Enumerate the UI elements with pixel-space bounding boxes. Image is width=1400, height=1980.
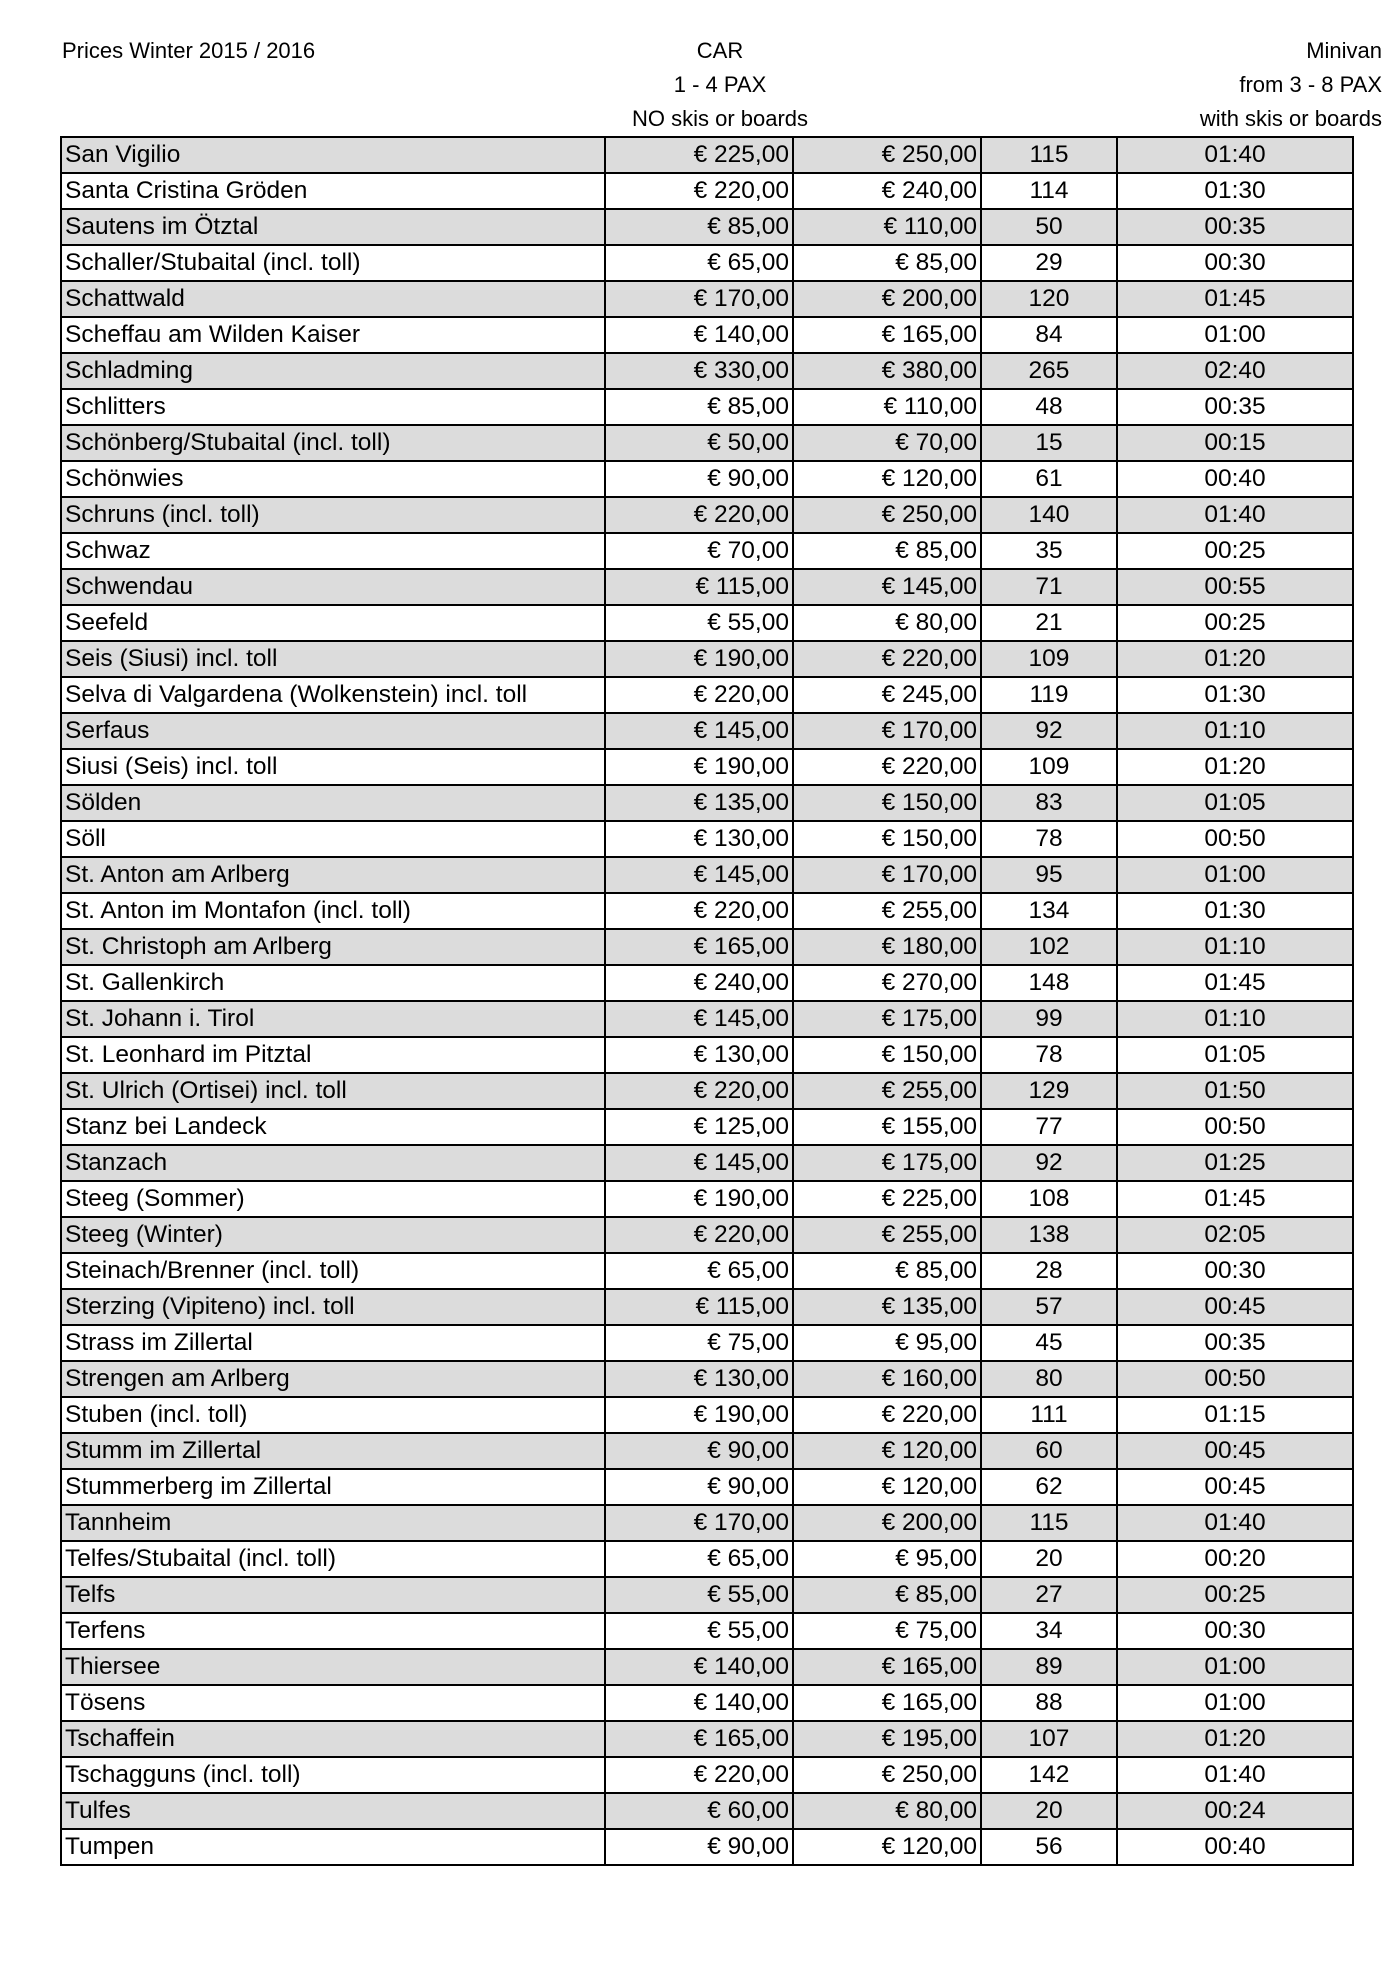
car-price-cell: € 240,00 bbox=[605, 965, 793, 1001]
distance-cell: 111 bbox=[981, 1397, 1117, 1433]
car-heading-line: 1 - 4 PAX bbox=[673, 72, 767, 97]
minivan-column-heading bbox=[1082, 34, 1382, 136]
table-row bbox=[61, 1433, 1353, 1469]
distance-cell: 62 bbox=[981, 1469, 1117, 1505]
travel-time-cell: 01:00 bbox=[1117, 1649, 1353, 1685]
distance-cell: 20 bbox=[981, 1541, 1117, 1577]
destination-cell: Schladming bbox=[61, 353, 605, 389]
car-price-cell: € 190,00 bbox=[605, 1397, 793, 1433]
minivan-price-cell: € 80,00 bbox=[793, 605, 981, 641]
distance-cell: 148 bbox=[981, 965, 1117, 1001]
table-row bbox=[61, 245, 1353, 281]
car-price-cell: € 85,00 bbox=[605, 209, 793, 245]
table-row bbox=[61, 677, 1353, 713]
table-row bbox=[61, 569, 1353, 605]
minivan-price-cell: € 195,00 bbox=[793, 1721, 981, 1757]
destination-cell: Strengen am Arlberg bbox=[61, 1361, 605, 1397]
travel-time-cell: 02:05 bbox=[1117, 1217, 1353, 1253]
car-price-cell: € 330,00 bbox=[605, 353, 793, 389]
minivan-price-cell: € 250,00 bbox=[793, 497, 981, 533]
table-row bbox=[61, 1253, 1353, 1289]
destination-cell: Santa Cristina Gröden bbox=[61, 173, 605, 209]
destination-cell: Seis (Siusi) incl. toll bbox=[61, 641, 605, 677]
car-price-cell: € 220,00 bbox=[605, 677, 793, 713]
travel-time-cell: 00:25 bbox=[1117, 605, 1353, 641]
table-row bbox=[61, 1001, 1353, 1037]
table-row bbox=[61, 137, 1353, 173]
car-price-cell: € 220,00 bbox=[605, 893, 793, 929]
destination-cell: Steeg (Sommer) bbox=[61, 1181, 605, 1217]
distance-cell: 78 bbox=[981, 1037, 1117, 1073]
distance-cell: 134 bbox=[981, 893, 1117, 929]
destination-cell: Telfes/Stubaital (incl. toll) bbox=[61, 1541, 605, 1577]
minivan-price-cell: € 245,00 bbox=[793, 677, 981, 713]
destination-cell: Sterzing (Vipiteno) incl. toll bbox=[61, 1289, 605, 1325]
minivan-price-cell: € 165,00 bbox=[793, 1685, 981, 1721]
distance-cell: 80 bbox=[981, 1361, 1117, 1397]
car-price-cell: € 145,00 bbox=[605, 857, 793, 893]
distance-cell: 57 bbox=[981, 1289, 1117, 1325]
car-price-cell: € 90,00 bbox=[605, 1433, 793, 1469]
car-price-cell: € 220,00 bbox=[605, 1757, 793, 1793]
minivan-price-cell: € 180,00 bbox=[793, 929, 981, 965]
distance-cell: 115 bbox=[981, 1505, 1117, 1541]
distance-cell: 129 bbox=[981, 1073, 1117, 1109]
table-row bbox=[61, 605, 1353, 641]
travel-time-cell: 00:35 bbox=[1117, 389, 1353, 425]
destination-cell: Söll bbox=[61, 821, 605, 857]
distance-cell: 88 bbox=[981, 1685, 1117, 1721]
destination-cell: Sautens im Ötztal bbox=[61, 209, 605, 245]
destination-cell: Stanzach bbox=[61, 1145, 605, 1181]
distance-cell: 29 bbox=[981, 245, 1117, 281]
travel-time-cell: 01:20 bbox=[1117, 749, 1353, 785]
minivan-price-cell: € 220,00 bbox=[793, 749, 981, 785]
travel-time-cell: 01:05 bbox=[1117, 785, 1353, 821]
table-row bbox=[61, 1073, 1353, 1109]
table-row bbox=[61, 1721, 1353, 1757]
table-row bbox=[61, 1109, 1353, 1145]
destination-cell: Terfens bbox=[61, 1613, 605, 1649]
car-price-cell: € 65,00 bbox=[605, 1541, 793, 1577]
table-row bbox=[61, 857, 1353, 893]
minivan-price-cell: € 220,00 bbox=[793, 1397, 981, 1433]
car-price-cell: € 220,00 bbox=[605, 497, 793, 533]
table-row bbox=[61, 1541, 1353, 1577]
car-price-cell: € 55,00 bbox=[605, 1613, 793, 1649]
car-price-cell: € 75,00 bbox=[605, 1325, 793, 1361]
minivan-heading-line: with skis or boards bbox=[1199, 106, 1382, 131]
table-row bbox=[61, 1145, 1353, 1181]
travel-time-cell: 00:15 bbox=[1117, 425, 1353, 461]
destination-cell: Strass im Zillertal bbox=[61, 1325, 605, 1361]
minivan-price-cell: € 85,00 bbox=[793, 533, 981, 569]
distance-cell: 28 bbox=[981, 1253, 1117, 1289]
minivan-price-cell: € 165,00 bbox=[793, 1649, 981, 1685]
destination-cell: Thiersee bbox=[61, 1649, 605, 1685]
travel-time-cell: 00:50 bbox=[1117, 1109, 1353, 1145]
car-price-cell: € 225,00 bbox=[605, 137, 793, 173]
table-row bbox=[61, 1217, 1353, 1253]
travel-time-cell: 00:55 bbox=[1117, 569, 1353, 605]
destination-cell: Schönwies bbox=[61, 461, 605, 497]
distance-cell: 89 bbox=[981, 1649, 1117, 1685]
travel-time-cell: 01:40 bbox=[1117, 1757, 1353, 1793]
destination-cell: St. Anton am Arlberg bbox=[61, 857, 605, 893]
distance-cell: 119 bbox=[981, 677, 1117, 713]
minivan-price-cell: € 150,00 bbox=[793, 785, 981, 821]
destination-cell: Tösens bbox=[61, 1685, 605, 1721]
minivan-price-cell: € 225,00 bbox=[793, 1181, 981, 1217]
table-row bbox=[61, 749, 1353, 785]
table-row bbox=[61, 1037, 1353, 1073]
travel-time-cell: 01:10 bbox=[1117, 1001, 1353, 1037]
minivan-price-cell: € 170,00 bbox=[793, 713, 981, 749]
destination-cell: Schwaz bbox=[61, 533, 605, 569]
car-price-cell: € 140,00 bbox=[605, 317, 793, 353]
minivan-price-cell: € 255,00 bbox=[793, 1073, 981, 1109]
car-price-cell: € 55,00 bbox=[605, 605, 793, 641]
car-column-heading bbox=[600, 34, 840, 136]
table-row bbox=[61, 1325, 1353, 1361]
car-price-cell: € 145,00 bbox=[605, 1145, 793, 1181]
travel-time-cell: 00:20 bbox=[1117, 1541, 1353, 1577]
travel-time-cell: 01:25 bbox=[1117, 1145, 1353, 1181]
travel-time-cell: 01:30 bbox=[1117, 677, 1353, 713]
destination-cell: Sölden bbox=[61, 785, 605, 821]
table-row bbox=[61, 785, 1353, 821]
minivan-price-cell: € 255,00 bbox=[793, 893, 981, 929]
travel-time-cell: 00:50 bbox=[1117, 821, 1353, 857]
distance-cell: 35 bbox=[981, 533, 1117, 569]
car-price-cell: € 115,00 bbox=[605, 1289, 793, 1325]
distance-cell: 84 bbox=[981, 317, 1117, 353]
travel-time-cell: 00:25 bbox=[1117, 533, 1353, 569]
destination-cell: Schaller/Stubaital (incl. toll) bbox=[61, 245, 605, 281]
distance-cell: 20 bbox=[981, 1793, 1117, 1829]
destination-cell: St. Leonhard im Pitztal bbox=[61, 1037, 605, 1073]
car-price-cell: € 220,00 bbox=[605, 1073, 793, 1109]
car-price-cell: € 190,00 bbox=[605, 749, 793, 785]
minivan-price-cell: € 70,00 bbox=[793, 425, 981, 461]
travel-time-cell: 01:10 bbox=[1117, 713, 1353, 749]
destination-cell: Tulfes bbox=[61, 1793, 605, 1829]
table-row bbox=[61, 1469, 1353, 1505]
travel-time-cell: 01:15 bbox=[1117, 1397, 1353, 1433]
travel-time-cell: 00:45 bbox=[1117, 1469, 1353, 1505]
destination-cell: Seefeld bbox=[61, 605, 605, 641]
minivan-price-cell: € 120,00 bbox=[793, 1433, 981, 1469]
minivan-price-cell: € 145,00 bbox=[793, 569, 981, 605]
destination-cell: St. Gallenkirch bbox=[61, 965, 605, 1001]
car-price-cell: € 170,00 bbox=[605, 281, 793, 317]
minivan-price-cell: € 110,00 bbox=[793, 209, 981, 245]
distance-cell: 138 bbox=[981, 1217, 1117, 1253]
distance-cell: 21 bbox=[981, 605, 1117, 641]
destination-cell: St. Anton im Montafon (incl. toll) bbox=[61, 893, 605, 929]
travel-time-cell: 01:00 bbox=[1117, 317, 1353, 353]
destination-cell: Steeg (Winter) bbox=[61, 1217, 605, 1253]
travel-time-cell: 01:45 bbox=[1117, 1181, 1353, 1217]
distance-cell: 107 bbox=[981, 1721, 1117, 1757]
distance-cell: 34 bbox=[981, 1613, 1117, 1649]
minivan-price-cell: € 200,00 bbox=[793, 1505, 981, 1541]
table-row bbox=[61, 713, 1353, 749]
travel-time-cell: 00:24 bbox=[1117, 1793, 1353, 1829]
travel-time-cell: 00:35 bbox=[1117, 1325, 1353, 1361]
minivan-price-cell: € 160,00 bbox=[793, 1361, 981, 1397]
destination-cell: Tannheim bbox=[61, 1505, 605, 1541]
table-row bbox=[61, 965, 1353, 1001]
car-price-cell: € 90,00 bbox=[605, 1829, 793, 1865]
distance-cell: 83 bbox=[981, 785, 1117, 821]
price-table bbox=[60, 136, 1354, 1866]
car-price-cell: € 145,00 bbox=[605, 713, 793, 749]
distance-cell: 78 bbox=[981, 821, 1117, 857]
destination-cell: Serfaus bbox=[61, 713, 605, 749]
table-row bbox=[61, 1577, 1353, 1613]
table-row bbox=[61, 533, 1353, 569]
destination-cell: Schlitters bbox=[61, 389, 605, 425]
travel-time-cell: 00:35 bbox=[1117, 209, 1353, 245]
table-row bbox=[61, 1649, 1353, 1685]
travel-time-cell: 01:40 bbox=[1117, 137, 1353, 173]
travel-time-cell: 00:25 bbox=[1117, 1577, 1353, 1613]
travel-time-cell: 00:30 bbox=[1117, 1613, 1353, 1649]
distance-cell: 48 bbox=[981, 389, 1117, 425]
minivan-price-cell: € 95,00 bbox=[793, 1541, 981, 1577]
minivan-heading-line: Minivan bbox=[1306, 38, 1382, 63]
table-row bbox=[61, 1757, 1353, 1793]
distance-cell: 265 bbox=[981, 353, 1117, 389]
table-row bbox=[61, 317, 1353, 353]
car-price-cell: € 130,00 bbox=[605, 1037, 793, 1073]
table-row bbox=[61, 929, 1353, 965]
minivan-price-cell: € 200,00 bbox=[793, 281, 981, 317]
destination-cell: Schwendau bbox=[61, 569, 605, 605]
minivan-price-cell: € 240,00 bbox=[793, 173, 981, 209]
travel-time-cell: 01:30 bbox=[1117, 173, 1353, 209]
table-row bbox=[61, 1181, 1353, 1217]
price-list-title: Prices Winter 2015 / 2016 bbox=[62, 38, 316, 63]
table-row bbox=[61, 1397, 1353, 1433]
car-price-cell: € 55,00 bbox=[605, 1577, 793, 1613]
distance-cell: 109 bbox=[981, 749, 1117, 785]
distance-cell: 15 bbox=[981, 425, 1117, 461]
car-price-cell: € 50,00 bbox=[605, 425, 793, 461]
travel-time-cell: 00:30 bbox=[1117, 245, 1353, 281]
destination-cell: San Vigilio bbox=[61, 137, 605, 173]
minivan-price-cell: € 175,00 bbox=[793, 1001, 981, 1037]
travel-time-cell: 01:20 bbox=[1117, 1721, 1353, 1757]
distance-cell: 50 bbox=[981, 209, 1117, 245]
travel-time-cell: 01:05 bbox=[1117, 1037, 1353, 1073]
minivan-heading-line: from 3 - 8 PAX bbox=[1239, 72, 1382, 97]
destination-cell: St. Johann i. Tirol bbox=[61, 1001, 605, 1037]
table-row bbox=[61, 821, 1353, 857]
minivan-price-cell: € 120,00 bbox=[793, 461, 981, 497]
minivan-price-cell: € 80,00 bbox=[793, 1793, 981, 1829]
travel-time-cell: 00:40 bbox=[1117, 461, 1353, 497]
distance-cell: 120 bbox=[981, 281, 1117, 317]
car-price-cell: € 130,00 bbox=[605, 821, 793, 857]
table-row bbox=[61, 281, 1353, 317]
car-price-cell: € 145,00 bbox=[605, 1001, 793, 1037]
car-price-cell: € 135,00 bbox=[605, 785, 793, 821]
car-price-cell: € 65,00 bbox=[605, 1253, 793, 1289]
destination-cell: Tschaffein bbox=[61, 1721, 605, 1757]
table-row bbox=[61, 1289, 1353, 1325]
minivan-price-cell: € 250,00 bbox=[793, 1757, 981, 1793]
destination-cell: Stuben (incl. toll) bbox=[61, 1397, 605, 1433]
distance-cell: 77 bbox=[981, 1109, 1117, 1145]
minivan-price-cell: € 165,00 bbox=[793, 317, 981, 353]
distance-cell: 140 bbox=[981, 497, 1117, 533]
distance-cell: 142 bbox=[981, 1757, 1117, 1793]
distance-cell: 109 bbox=[981, 641, 1117, 677]
car-price-cell: € 190,00 bbox=[605, 1181, 793, 1217]
table-row bbox=[61, 461, 1353, 497]
distance-cell: 92 bbox=[981, 713, 1117, 749]
distance-cell: 108 bbox=[981, 1181, 1117, 1217]
car-price-cell: € 165,00 bbox=[605, 1721, 793, 1757]
distance-cell: 71 bbox=[981, 569, 1117, 605]
destination-cell: Siusi (Seis) incl. toll bbox=[61, 749, 605, 785]
destination-cell: Tschagguns (incl. toll) bbox=[61, 1757, 605, 1793]
destination-cell: Schruns (incl. toll) bbox=[61, 497, 605, 533]
table-row bbox=[61, 641, 1353, 677]
travel-time-cell: 01:40 bbox=[1117, 497, 1353, 533]
car-price-cell: € 125,00 bbox=[605, 1109, 793, 1145]
destination-cell: Schattwald bbox=[61, 281, 605, 317]
minivan-price-cell: € 170,00 bbox=[793, 857, 981, 893]
minivan-price-cell: € 255,00 bbox=[793, 1217, 981, 1253]
table-row bbox=[61, 1361, 1353, 1397]
minivan-price-cell: € 270,00 bbox=[793, 965, 981, 1001]
travel-time-cell: 00:45 bbox=[1117, 1289, 1353, 1325]
destination-cell: Stummerberg im Zillertal bbox=[61, 1469, 605, 1505]
table-row bbox=[61, 1829, 1353, 1865]
destination-cell: Selva di Valgardena (Wolkenstein) incl. toll bbox=[61, 677, 605, 713]
car-price-cell: € 85,00 bbox=[605, 389, 793, 425]
car-price-cell: € 140,00 bbox=[605, 1685, 793, 1721]
car-price-cell: € 130,00 bbox=[605, 1361, 793, 1397]
travel-time-cell: 01:40 bbox=[1117, 1505, 1353, 1541]
destination-cell: Tumpen bbox=[61, 1829, 605, 1865]
destination-cell: Stanz bei Landeck bbox=[61, 1109, 605, 1145]
minivan-price-cell: € 95,00 bbox=[793, 1325, 981, 1361]
car-price-cell: € 220,00 bbox=[605, 1217, 793, 1253]
table-row bbox=[61, 425, 1353, 461]
distance-cell: 99 bbox=[981, 1001, 1117, 1037]
distance-cell: 92 bbox=[981, 1145, 1117, 1181]
travel-time-cell: 01:45 bbox=[1117, 965, 1353, 1001]
table-row bbox=[61, 1505, 1353, 1541]
car-price-cell: € 140,00 bbox=[605, 1649, 793, 1685]
minivan-price-cell: € 150,00 bbox=[793, 1037, 981, 1073]
car-price-cell: € 190,00 bbox=[605, 641, 793, 677]
destination-cell: St. Ulrich (Ortisei) incl. toll bbox=[61, 1073, 605, 1109]
price-table-body bbox=[61, 137, 1353, 1865]
travel-time-cell: 00:40 bbox=[1117, 1829, 1353, 1865]
minivan-price-cell: € 220,00 bbox=[793, 641, 981, 677]
travel-time-cell: 01:45 bbox=[1117, 281, 1353, 317]
destination-cell: Steinach/Brenner (incl. toll) bbox=[61, 1253, 605, 1289]
minivan-price-cell: € 135,00 bbox=[793, 1289, 981, 1325]
table-row bbox=[61, 497, 1353, 533]
distance-cell: 102 bbox=[981, 929, 1117, 965]
car-price-cell: € 165,00 bbox=[605, 929, 793, 965]
minivan-price-cell: € 150,00 bbox=[793, 821, 981, 857]
car-price-cell: € 65,00 bbox=[605, 245, 793, 281]
car-price-cell: € 90,00 bbox=[605, 461, 793, 497]
minivan-price-cell: € 250,00 bbox=[793, 137, 981, 173]
table-row bbox=[61, 389, 1353, 425]
travel-time-cell: 01:20 bbox=[1117, 641, 1353, 677]
car-price-cell: € 90,00 bbox=[605, 1469, 793, 1505]
distance-cell: 61 bbox=[981, 461, 1117, 497]
distance-cell: 27 bbox=[981, 1577, 1117, 1613]
car-price-cell: € 220,00 bbox=[605, 173, 793, 209]
distance-cell: 56 bbox=[981, 1829, 1117, 1865]
minivan-price-cell: € 175,00 bbox=[793, 1145, 981, 1181]
destination-cell: Stumm im Zillertal bbox=[61, 1433, 605, 1469]
table-row bbox=[61, 1685, 1353, 1721]
minivan-price-cell: € 85,00 bbox=[793, 245, 981, 281]
destination-cell: St. Christoph am Arlberg bbox=[61, 929, 605, 965]
distance-cell: 60 bbox=[981, 1433, 1117, 1469]
table-row bbox=[61, 209, 1353, 245]
travel-time-cell: 02:40 bbox=[1117, 353, 1353, 389]
minivan-price-cell: € 155,00 bbox=[793, 1109, 981, 1145]
travel-time-cell: 01:30 bbox=[1117, 893, 1353, 929]
travel-time-cell: 01:00 bbox=[1117, 857, 1353, 893]
table-row bbox=[61, 353, 1353, 389]
minivan-price-cell: € 85,00 bbox=[793, 1577, 981, 1613]
car-price-cell: € 115,00 bbox=[605, 569, 793, 605]
minivan-price-cell: € 110,00 bbox=[793, 389, 981, 425]
travel-time-cell: 00:30 bbox=[1117, 1253, 1353, 1289]
table-row bbox=[61, 1793, 1353, 1829]
car-price-cell: € 60,00 bbox=[605, 1793, 793, 1829]
distance-cell: 45 bbox=[981, 1325, 1117, 1361]
distance-cell: 114 bbox=[981, 173, 1117, 209]
destination-cell: Scheffau am Wilden Kaiser bbox=[61, 317, 605, 353]
travel-time-cell: 01:00 bbox=[1117, 1685, 1353, 1721]
distance-cell: 95 bbox=[981, 857, 1117, 893]
car-heading-line: NO skis or boards bbox=[631, 106, 809, 131]
minivan-price-cell: € 380,00 bbox=[793, 353, 981, 389]
car-heading-line: CAR bbox=[696, 38, 744, 63]
destination-cell: Schönberg/Stubaital (incl. toll) bbox=[61, 425, 605, 461]
travel-time-cell: 01:50 bbox=[1117, 1073, 1353, 1109]
table-row bbox=[61, 1613, 1353, 1649]
distance-cell: 115 bbox=[981, 137, 1117, 173]
table-row bbox=[61, 893, 1353, 929]
car-price-cell: € 70,00 bbox=[605, 533, 793, 569]
travel-time-cell: 00:50 bbox=[1117, 1361, 1353, 1397]
table-row bbox=[61, 173, 1353, 209]
minivan-price-cell: € 75,00 bbox=[793, 1613, 981, 1649]
minivan-price-cell: € 85,00 bbox=[793, 1253, 981, 1289]
travel-time-cell: 01:10 bbox=[1117, 929, 1353, 965]
minivan-price-cell: € 120,00 bbox=[793, 1469, 981, 1505]
destination-cell: Telfs bbox=[61, 1577, 605, 1613]
travel-time-cell: 00:45 bbox=[1117, 1433, 1353, 1469]
minivan-price-cell: € 120,00 bbox=[793, 1829, 981, 1865]
car-price-cell: € 170,00 bbox=[605, 1505, 793, 1541]
